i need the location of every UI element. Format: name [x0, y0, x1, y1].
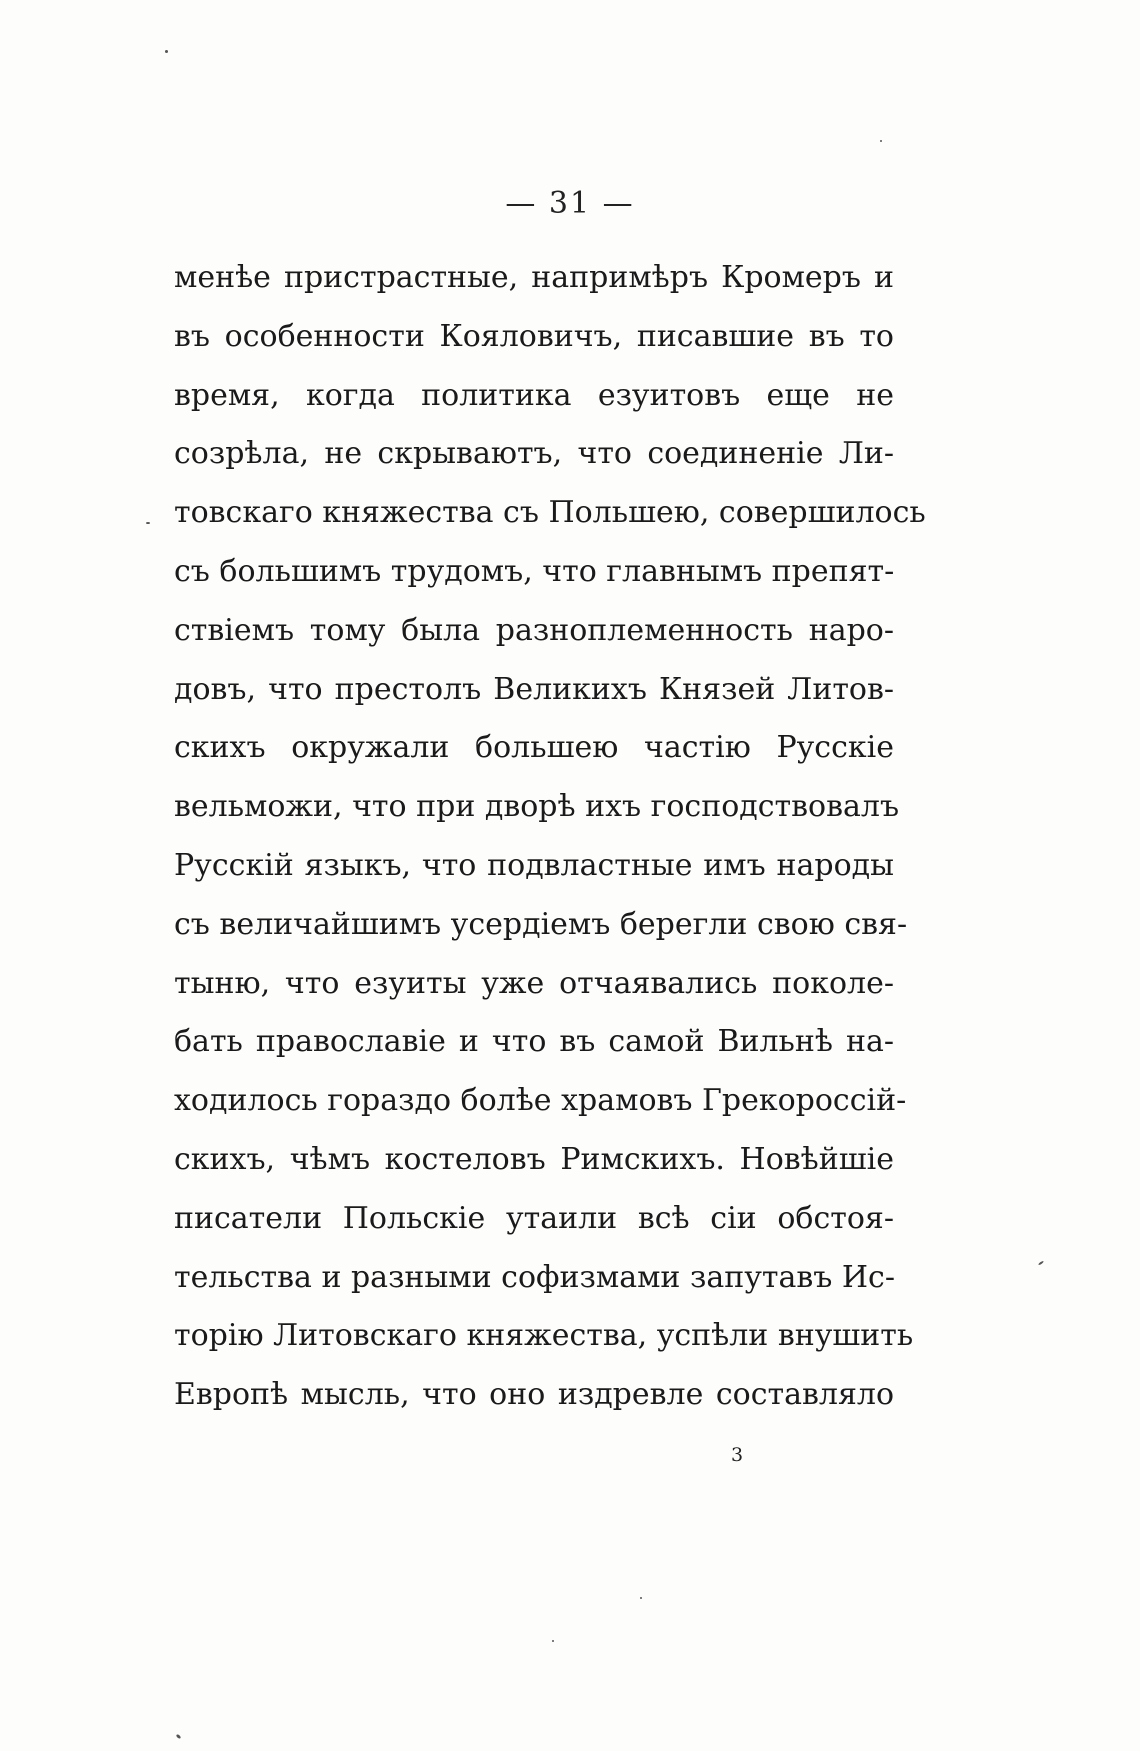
text-line: въ особенности Кояловичъ, писавшие въ то [174, 318, 894, 354]
text-line: писатели Польскie утаили всѣ сiи обстоя- [174, 1200, 894, 1236]
text-line: вельможи, что при дворѣ ихъ господствовалъ [174, 789, 900, 825]
paper-speck [1038, 1260, 1044, 1265]
text-line: Русскiй языкъ, что подвластные имъ народы [174, 847, 894, 883]
text-line: время, когда политика езуитовъ еще не [174, 377, 894, 413]
paper-speck [640, 1597, 642, 1599]
text-line: тельства и разными софизмами запутавъ Ис- [174, 1259, 895, 1295]
body-text [174, 258, 926, 1434]
paper-speck [552, 1640, 554, 1642]
text-line: скихъ, чѣмъ костеловъ Римскихъ. Новѣйшie [174, 1141, 894, 1177]
page-number: — 31 — [505, 186, 635, 221]
paper-speck [880, 140, 882, 142]
paper-speck [176, 1734, 182, 1740]
text-line: менѣе пристрастные, напримѣръ Кромеръ и [174, 260, 894, 295]
text-line: Европѣ мысль, что оно издревле составляло [174, 1377, 894, 1413]
text-line: бать православie и что въ самой Вильнѣ на- [174, 1024, 894, 1060]
paper-speck [146, 522, 150, 524]
text-line: ствieмъ тому была разноплеменность наро- [174, 612, 894, 648]
text-line: тыню, что езуиты уже отчаявались поколе- [174, 965, 894, 1001]
text-line: съ величайшимъ усердieмъ берегли свою свя- [174, 906, 908, 942]
text-line: скихъ окружали большею частiю Русскie [174, 730, 894, 766]
text-line: довъ, что престолъ Великихъ Князей Литов- [174, 671, 894, 707]
text-line: созрѣла, не скрываютъ, что соединенie Ли- [174, 436, 894, 472]
text-line: товскаго княжества съ Польшею, совершилось [174, 495, 926, 531]
text-line: съ большимъ трудомъ, что главнымъ препят- [174, 553, 895, 589]
text-line: ходилось гораздо болѣе храмовъ Грекороссiй- [174, 1083, 907, 1119]
printer-signature-mark: 3 [731, 1444, 744, 1466]
paper-speck [165, 50, 168, 53]
text-line: торiю Литовскаго княжества, успѣли внушить [174, 1318, 914, 1354]
